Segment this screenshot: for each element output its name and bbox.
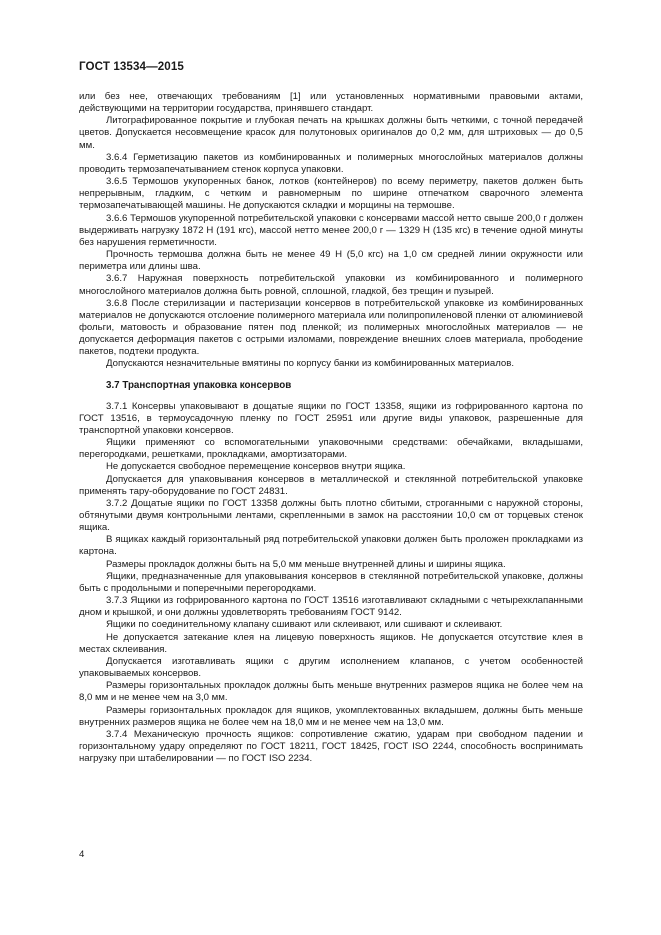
paragraph: В ящиках каждый горизонтальный ряд потребительской упаковки должен быть проложен прокладками из картона. (79, 534, 583, 558)
paragraph: 3.6.4 Герметизацию пакетов из комбинированных и полимерных многослойных материалов должны проводить термозапечатыванием стенок корпуса упаковки. (79, 151, 583, 175)
paragraph: 3.7.2 Дощатые ящики по ГОСТ 13358 должны быть плотно сбитыми, строганными с наружной стороны, обтянутыми двумя контрольными лентами, скрепленными в замок на расстоянии 10,0 см от торцевых стенок ящика. (79, 497, 583, 534)
paragraph: Размеры прокладок должны быть на 5,0 мм меньше внутренней длины и ширины ящика. (106, 558, 506, 570)
paragraph: 3.6.5 Термошов укупоренных банок, лотков (контейнеров) по всему периметру, пакетов должен быть непрерывным, гладким, с четким и равномерным по ширине отпечатком сварочного элемента термозапечатывающей машины. Не допускаются складки и морщины на термошве. (79, 176, 583, 212)
paragraph: Допускается изготавливать ящики с другим исполнением клапанов, с учетом особенностей упаковываемых консервов. (79, 655, 583, 680)
paragraph: 3.6.8 После стерилизации и пастеризации консервов в потребительской упаковке из комбинированных материалов не допускаются отслоение полимерного материала или полипропиленовой пленки от алюминиевой фольги, матовость и образование пятен под пленкой; из полимерных многослойных материалов — не допускается деформация пакетов с острыми изломами, повреждение внешних слоев материала, прободение пакетов, подтеки продукта. (79, 297, 583, 358)
paragraph: Ящики, предназначенные для упаковывания консервов в стеклянной потребительской упаковке, должны быть с продольными и поперечными перегородками. (79, 570, 583, 594)
section-heading: 3.7 Транспортная упаковка консервов (106, 379, 292, 391)
paragraph: Ящики применяют со вспомогательными упаковочными средствами: обечайками, вкладышами, перегородками, решетками, прокладками, амортизаторами. (79, 437, 583, 461)
paragraph: 3.7.3 Ящики из гофрированного картона по ГОСТ 13516 изготавливают складными с четырехклапанными дном и крышкой, и они должны удовлетворять требованиям ГОСТ 9142. (79, 595, 583, 619)
paragraph: Не допускается свободное перемещение консервов внутри ящика. (106, 461, 406, 473)
paragraph: 3.7.4 Механическую прочность ящиков: сопротивление сжатию, ударам при свободном падении и горизонтальному удару определяют по ГОСТ 18211, ГОСТ 18425, ГОСТ ISO 2244, способность воспринимать нагрузку при штабелировании — по ГОСТ ISO 2234. (79, 728, 583, 765)
paragraph: Не допускается затекание клея на лицевую поверхность ящиков. Не допускается отсутствие клея в местах склеивания. (79, 631, 583, 655)
document-header: ГОСТ 13534—2015 (79, 60, 184, 73)
paragraph: Допускается для упаковывания консервов в металлической и стеклянной потребительской упаковке применять тару-оборудование по ГОСТ 24831. (79, 473, 583, 497)
paragraph: 3.6.6 Термошов укупоренной потребительской упаковки с консервами массой нетто свыше 200,0 г должен выдерживать нагрузку 1872 Н (191 кгс), массой нетто менее 200,0 г — 1329 Н (135 кгс) в течение одной минуты без нарушения герметичности. (79, 212, 583, 248)
paragraph: Размеры горизонтальных прокладок для ящиков, укомплектованных вкладышем, должны быть меньше внутренних размеров ящика не более чем на 18,0 мм и не менее чем на 13,0 мм. (79, 704, 583, 728)
page-number: 4 (79, 849, 85, 860)
document-body (79, 91, 583, 765)
paragraph: Литографированное покрытие и глубокая печать на крышках должны быть четкими, с точной передачей цветов. Допускается несовмещение красок для полутоновых оригиналов до 0,2 мм, для штриховых — до 0,5 мм. (79, 115, 583, 151)
paragraph: или без нее, отвечающих требованиям [1] или установленных нормативными правовыми актами, действующими на территории государства, принявшего стандарт. (79, 91, 583, 115)
paragraph: Размеры горизонтальных прокладок должны быть меньше внутренних размеров ящика не более чем на 8,0 мм и не менее чем на 3,0 мм. (79, 680, 583, 704)
paragraph: Прочность термошва должна быть не менее 49 Н (5,0 кгс) на 1,0 см средней линии окружности или периметра или длины шва. (79, 249, 583, 273)
paragraph: Ящики по соединительному клапану сшивают или склеивают, или сшивают и склеивают. (106, 619, 503, 631)
paragraph: Допускаются незначительные вмятины по корпусу банки из комбинированных материалов. (106, 358, 515, 370)
paragraph: 3.7.1 Консервы упаковывают в дощатые ящики по ГОСТ 13358, ящики из гофрированного картона по ГОСТ 13516, в термоусадочную пленку по ГОСТ 25951 или другие виды упаковок, разрешенные для транспортной упаковки консервов. (79, 400, 583, 436)
paragraph: 3.6.7 Наружная поверхность потребительской упаковки из комбинированного и полимерного многослойного материалов должна быть ровной, сплошной, гладкой, без трещин и пузырей. (79, 273, 583, 297)
